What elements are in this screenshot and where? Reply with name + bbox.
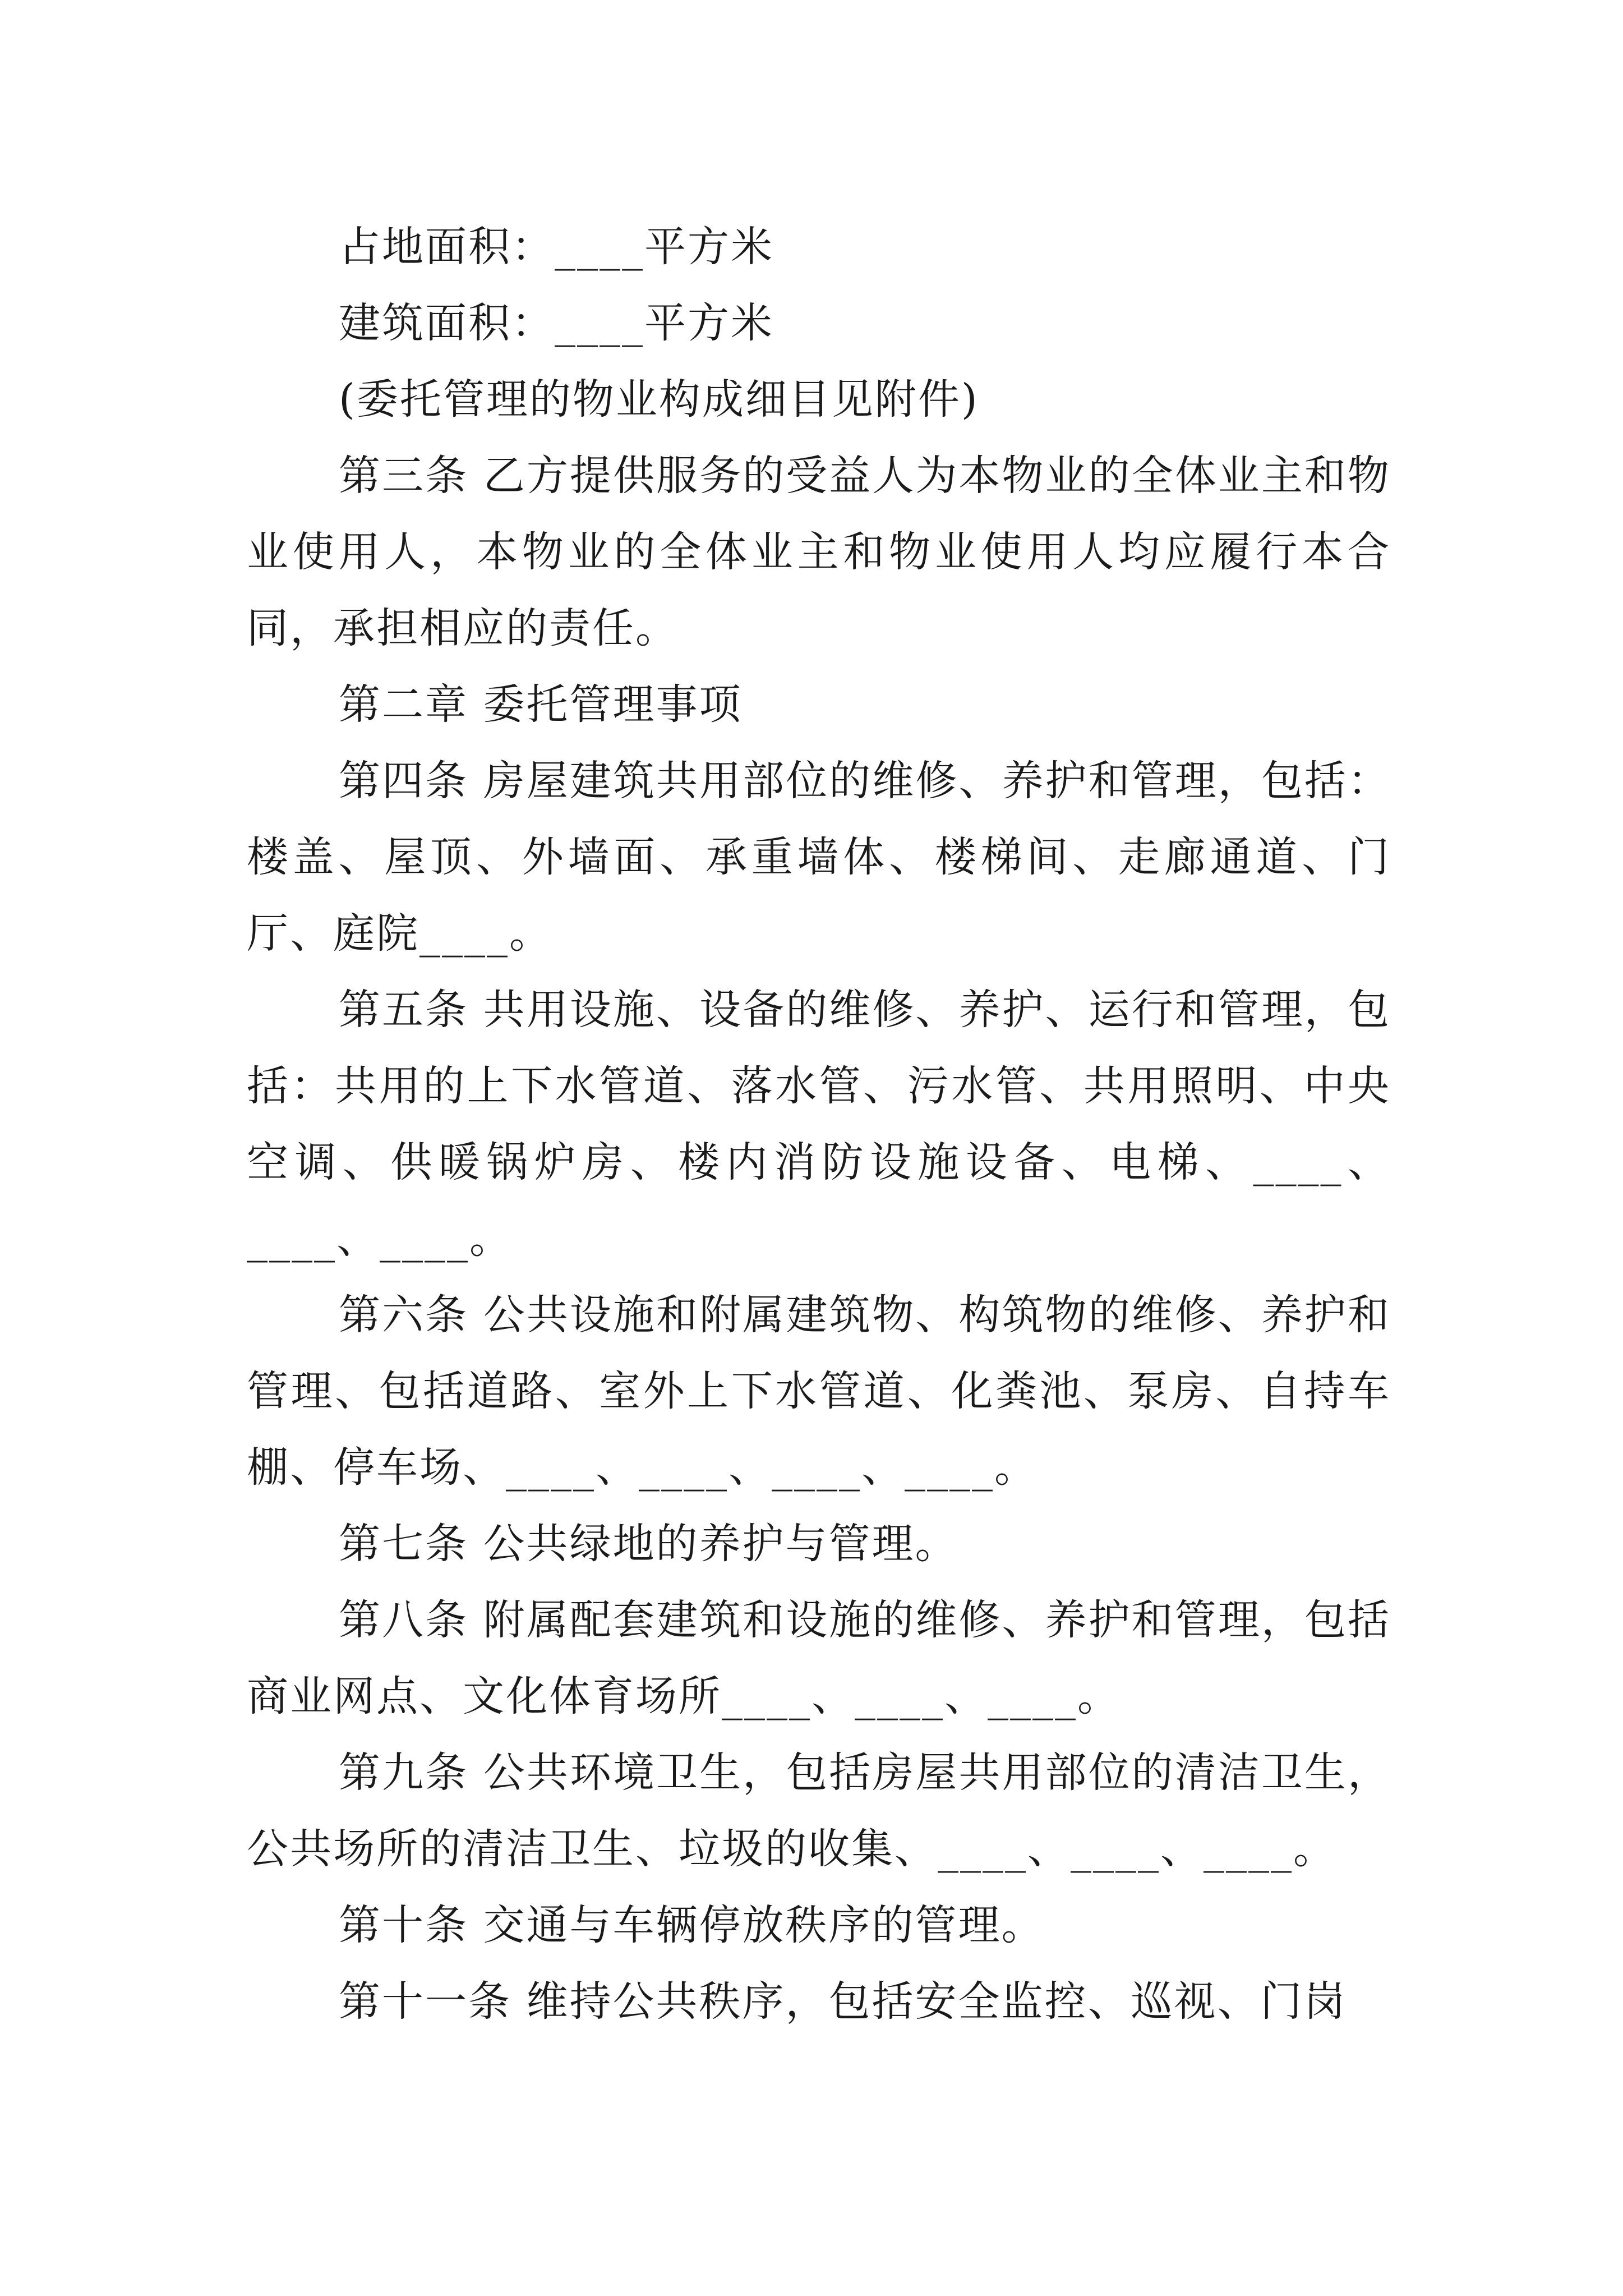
paragraph-article-5: 第五条 共用设施、设备的维修、养护、运行和管理，包括：共用的上下水管道、落水管、污水管、共用照明、中央空调、供暖锅炉房、楼内消防设施设备、电梯、____、____、____。 [247, 986, 1391, 1263]
paragraph-article-3: 第三条 乙方提供服务的受益人为本物业的全体业主和物业使用人，本物业的全体业主和物业使用人均应履行本合同，承担相应的责任。 [247, 452, 1391, 652]
paragraph-attachment-note: (委托管理的物业构成细目见附件) [339, 375, 979, 424]
chapter-heading-2: 第二章 委托管理事项 [339, 680, 743, 729]
document-body [247, 209, 1391, 2040]
paragraph-land-area: 占地面积：____平方米 [339, 223, 774, 271]
paragraph-article-4: 第四条 房屋建筑共用部位的维修、养护和管理，包括：楼盖、屋顶、外墙面、承重墙体、楼梯间、走廊通道、门厅、庭院____。 [247, 757, 1391, 958]
paragraph-article-8: 第八条 附属配套建筑和设施的维修、养护和管理，包括商业网点、文化体育场所____、____、____。 [247, 1596, 1391, 1720]
paragraph-article-10: 第十条 交通与车辆停放秩序的管理。 [339, 1901, 1045, 1949]
paragraph-article-11: 第十一条 维持公共秩序，包括安全监控、巡视、门岗 [339, 1977, 1347, 2026]
paragraph-article-9: 第九条 公共环境卫生，包括房屋共用部位的清洁卫生，公共场所的清洁卫生、垃圾的收集、____、____、____。 [247, 1749, 1391, 1873]
paragraph-building-area: 建筑面积：____平方米 [339, 299, 774, 347]
paragraph-article-7: 第七条 公共绿地的养护与管理。 [339, 1520, 958, 1568]
paragraph-article-6: 第六条 公共设施和附属建筑物、构筑物的维修、养护和管理、包括道路、室外上下水管道、化粪池、泵房、自持车棚、停车场、____、____、____、____。 [247, 1291, 1391, 1492]
